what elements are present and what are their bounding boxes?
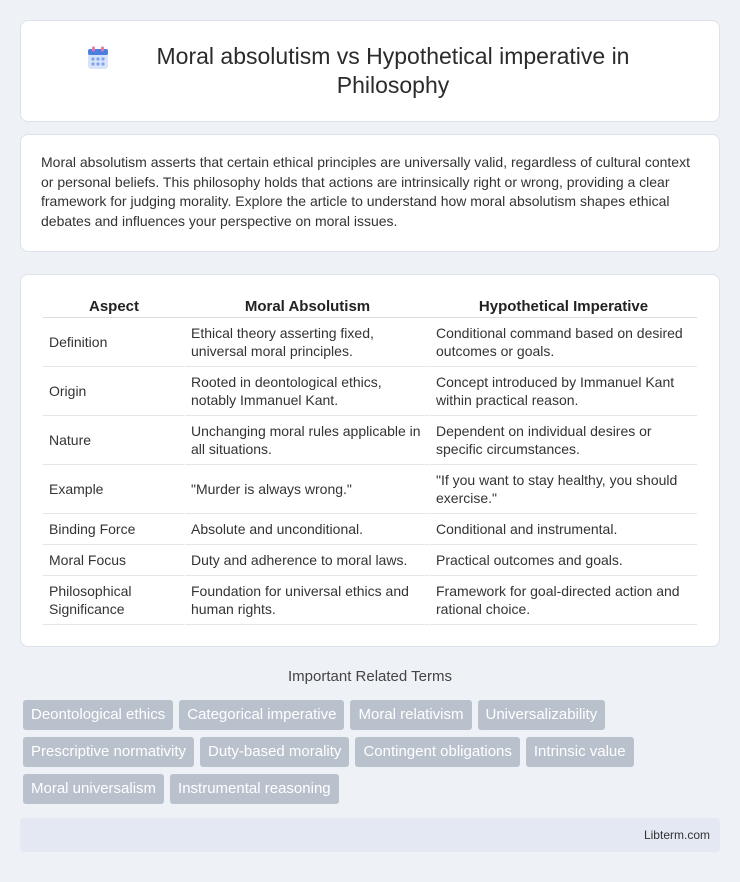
row-absolutism-value: Rooted in deontological ethics, notably Immanuel Kant. — [185, 367, 430, 416]
row-hypothetical-value: "If you want to stay healthy, you should exercise." — [430, 465, 697, 514]
related-term-tag[interactable]: Instrumental reasoning — [170, 774, 339, 804]
table-row — [43, 576, 697, 625]
table-header-row — [43, 295, 697, 318]
related-term-tag[interactable]: Prescriptive normativity — [23, 737, 194, 767]
table-row — [43, 367, 697, 416]
related-term-tag[interactable]: Intrinsic value — [526, 737, 634, 767]
title-card — [20, 20, 720, 122]
row-aspect: Moral Focus — [43, 545, 185, 576]
table-row — [43, 545, 697, 576]
related-term-tag[interactable]: Moral relativism — [350, 700, 471, 730]
row-hypothetical-value: Conditional command based on desired outcomes or goals. — [430, 318, 697, 367]
intro-card — [20, 134, 720, 252]
table-row — [43, 416, 697, 465]
row-aspect: Example — [43, 465, 185, 514]
calendar-icon — [87, 46, 109, 70]
row-absolutism-value: Absolute and unconditional. — [185, 514, 430, 545]
related-terms-heading: Important Related Terms — [288, 668, 452, 685]
row-absolutism-value: Unchanging moral rules applicable in all situations. — [185, 416, 430, 465]
page-title: Moral absolutism vs Hypothetical imperative in Philosophy — [156, 43, 630, 98]
row-hypothetical-value: Concept introduced by Immanuel Kant within practical reason. — [430, 367, 697, 416]
row-absolutism-value: Ethical theory asserting fixed, universal moral principles. — [185, 318, 430, 367]
row-hypothetical-value: Practical outcomes and goals. — [430, 545, 697, 576]
column-header-aspect: Aspect — [43, 295, 185, 318]
row-aspect: Binding Force — [43, 514, 185, 545]
row-hypothetical-value: Conditional and instrumental. — [430, 514, 697, 545]
row-aspect: Philosophical Significance — [43, 576, 185, 625]
row-aspect: Origin — [43, 367, 185, 416]
related-term-tag[interactable]: Contingent obligations — [355, 737, 519, 767]
intro-paragraph: Moral absolutism asserts that certain ethical principles are universally valid, regardless of cultural context or personal beliefs. This philosophy holds that actions are intrinsically right or wrong, providing a clear framework for judging morality. Explore the article to understand how moral absolutism shapes ethical debates and influences your perspective on moral issues. — [41, 154, 690, 229]
comparison-table-card — [20, 274, 720, 647]
table-row — [43, 465, 697, 514]
footer — [20, 818, 720, 852]
row-absolutism-value: Foundation for universal ethics and human rights. — [185, 576, 430, 625]
row-absolutism-value: "Murder is always wrong." — [185, 465, 430, 514]
comparison-table — [43, 295, 697, 625]
footer-site-link[interactable]: Libterm.com — [643, 828, 710, 842]
column-header-hypothetical-imperative: Hypothetical Imperative — [430, 295, 697, 318]
table-row — [43, 514, 697, 545]
related-term-tag[interactable]: Categorical imperative — [179, 700, 344, 730]
related-term-tag[interactable]: Universalizability — [478, 700, 606, 730]
related-terms-list — [23, 700, 723, 811]
row-hypothetical-value: Dependent on individual desires or specific circumstances. — [430, 416, 697, 465]
related-term-tag[interactable]: Moral universalism — [23, 774, 164, 804]
row-absolutism-value: Duty and adherence to moral laws. — [185, 545, 430, 576]
related-term-tag[interactable]: Duty-based morality — [200, 737, 349, 767]
row-aspect: Nature — [43, 416, 185, 465]
table-row — [43, 318, 697, 367]
column-header-moral-absolutism: Moral Absolutism — [185, 295, 430, 318]
row-hypothetical-value: Framework for goal-directed action and rational choice. — [430, 576, 697, 625]
row-aspect: Definition — [43, 318, 185, 367]
related-term-tag[interactable]: Deontological ethics — [23, 700, 173, 730]
